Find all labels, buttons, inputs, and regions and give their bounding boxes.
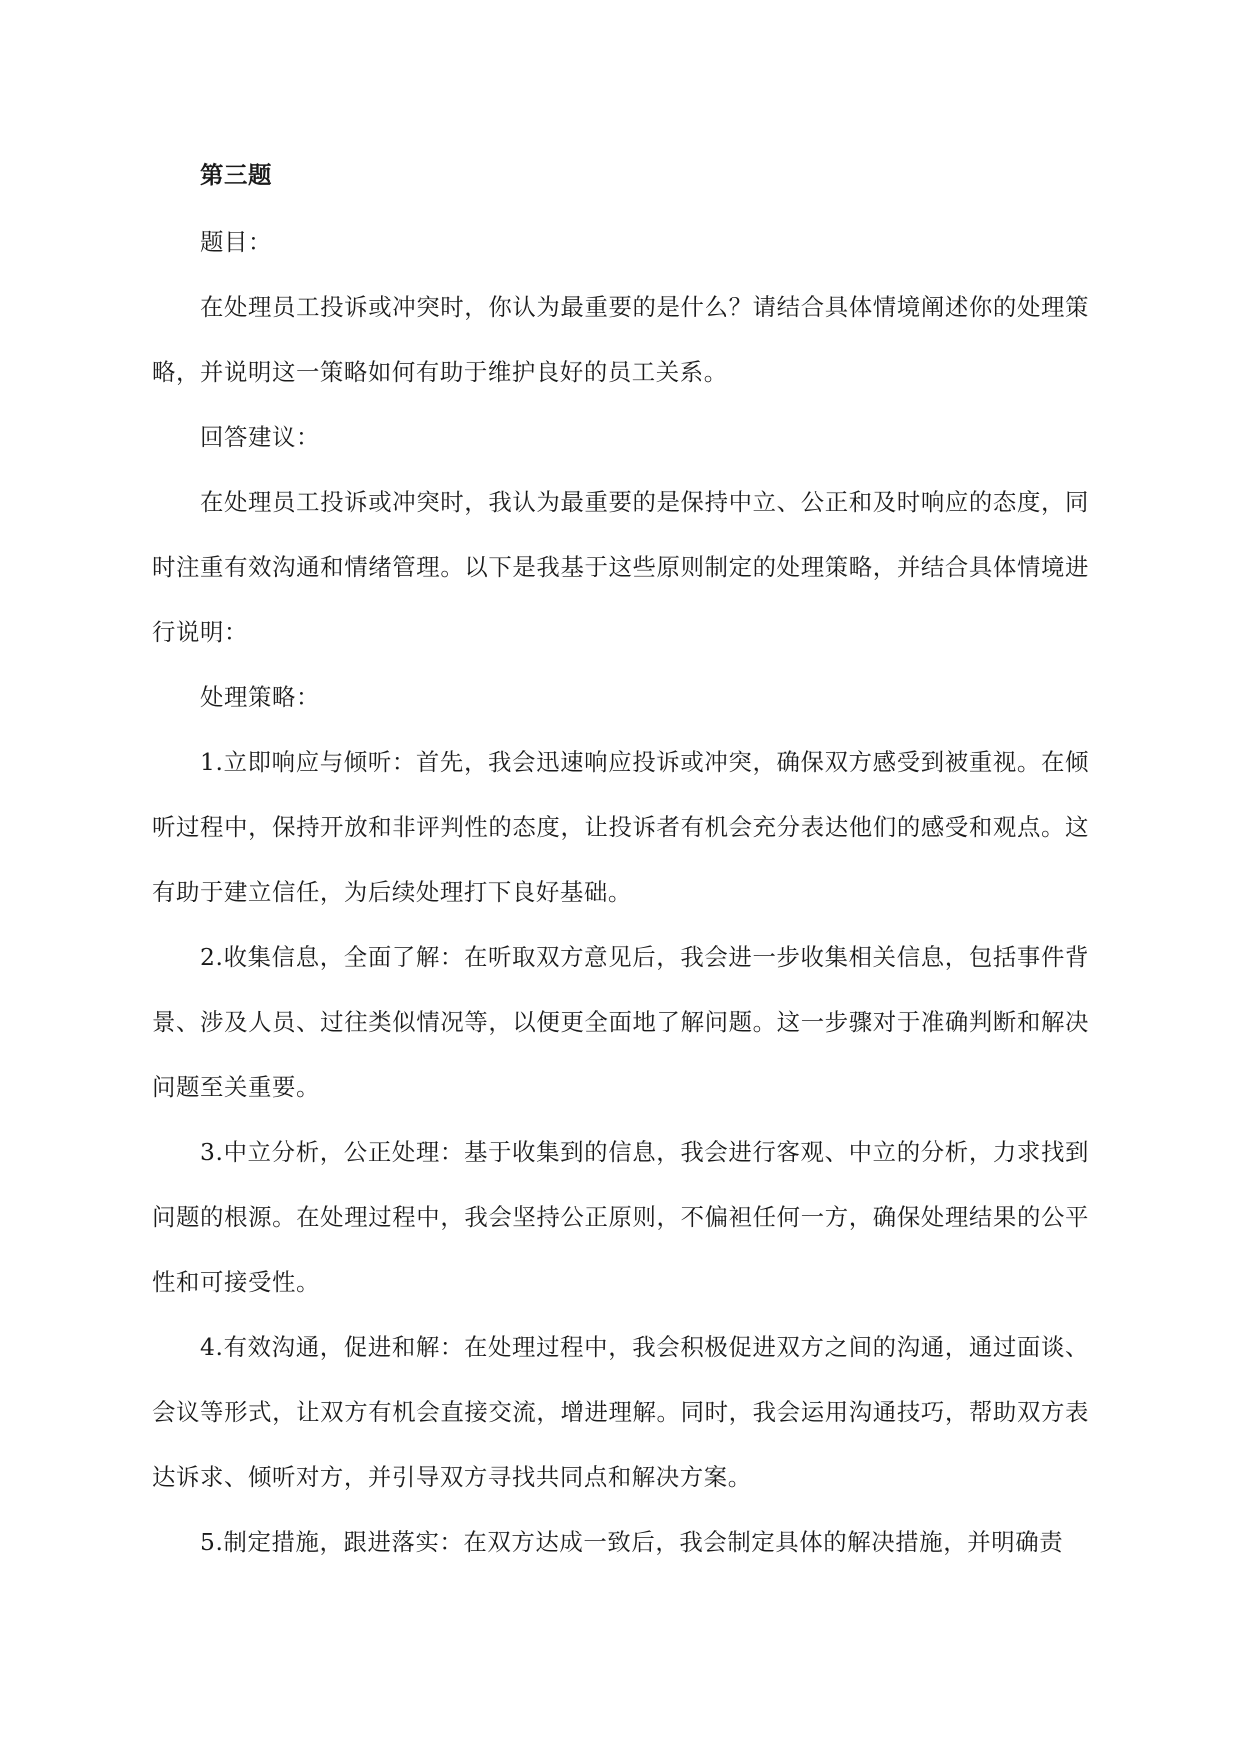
strategy-step-1: 1.立即响应与倾听：首先，我会迅速响应投诉或冲突，确保双方感受到被重视。在倾听过程中，保持开放和非评判性的态度，让投诉者有机会充分表达他们的感受和观点。这有助于建立信任，为后续处理打下良好基础。 xyxy=(152,748,1089,906)
strategy-label: 处理策略： xyxy=(200,683,320,711)
answer-label: 回答建议： xyxy=(200,423,320,451)
answer-intro: 在处理员工投诉或冲突时，我认为最重要的是保持中立、公正和及时响应的态度，同时注重有效沟通和情绪管理。以下是我基于这些原则制定的处理策略，并结合具体情境进行说明： xyxy=(152,488,1089,646)
question-text: 在处理员工投诉或冲突时，你认为最重要的是什么？请结合具体情境阐述你的处理策略，并说明这一策略如何有助于维护良好的员工关系。 xyxy=(152,293,1089,386)
strategy-step-3: 3.中立分析，公正处理：基于收集到的信息，我会进行客观、中立的分析，力求找到问题的根源。在处理过程中，我会坚持公正原则，不偏袒任何一方，确保处理结果的公平性和可接受性。 xyxy=(152,1138,1089,1296)
document-body xyxy=(152,148,1089,1575)
strategy-step-5: 5.制定措施，跟进落实：在双方达成一致后，我会制定具体的解决措施，并明确责 xyxy=(200,1528,1064,1556)
strategy-step-4: 4.有效沟通，促进和解：在处理过程中，我会积极促进双方之间的沟通，通过面谈、会议等形式，让双方有机会直接交流，增进理解。同时，我会运用沟通技巧，帮助双方表达诉求、倾听对方，并引导双方寻找共同点和解决方案。 xyxy=(152,1333,1089,1491)
strategy-step-2: 2.收集信息，全面了解：在听取双方意见后，我会进一步收集相关信息，包括事件背景、涉及人员、过往类似情况等，以便更全面地了解问题。这一步骤对于准确判断和解决问题至关重要。 xyxy=(152,943,1089,1101)
heading-spacer xyxy=(152,202,1089,210)
question-label: 题目： xyxy=(200,228,272,256)
section-heading: 第三题 xyxy=(200,161,272,189)
